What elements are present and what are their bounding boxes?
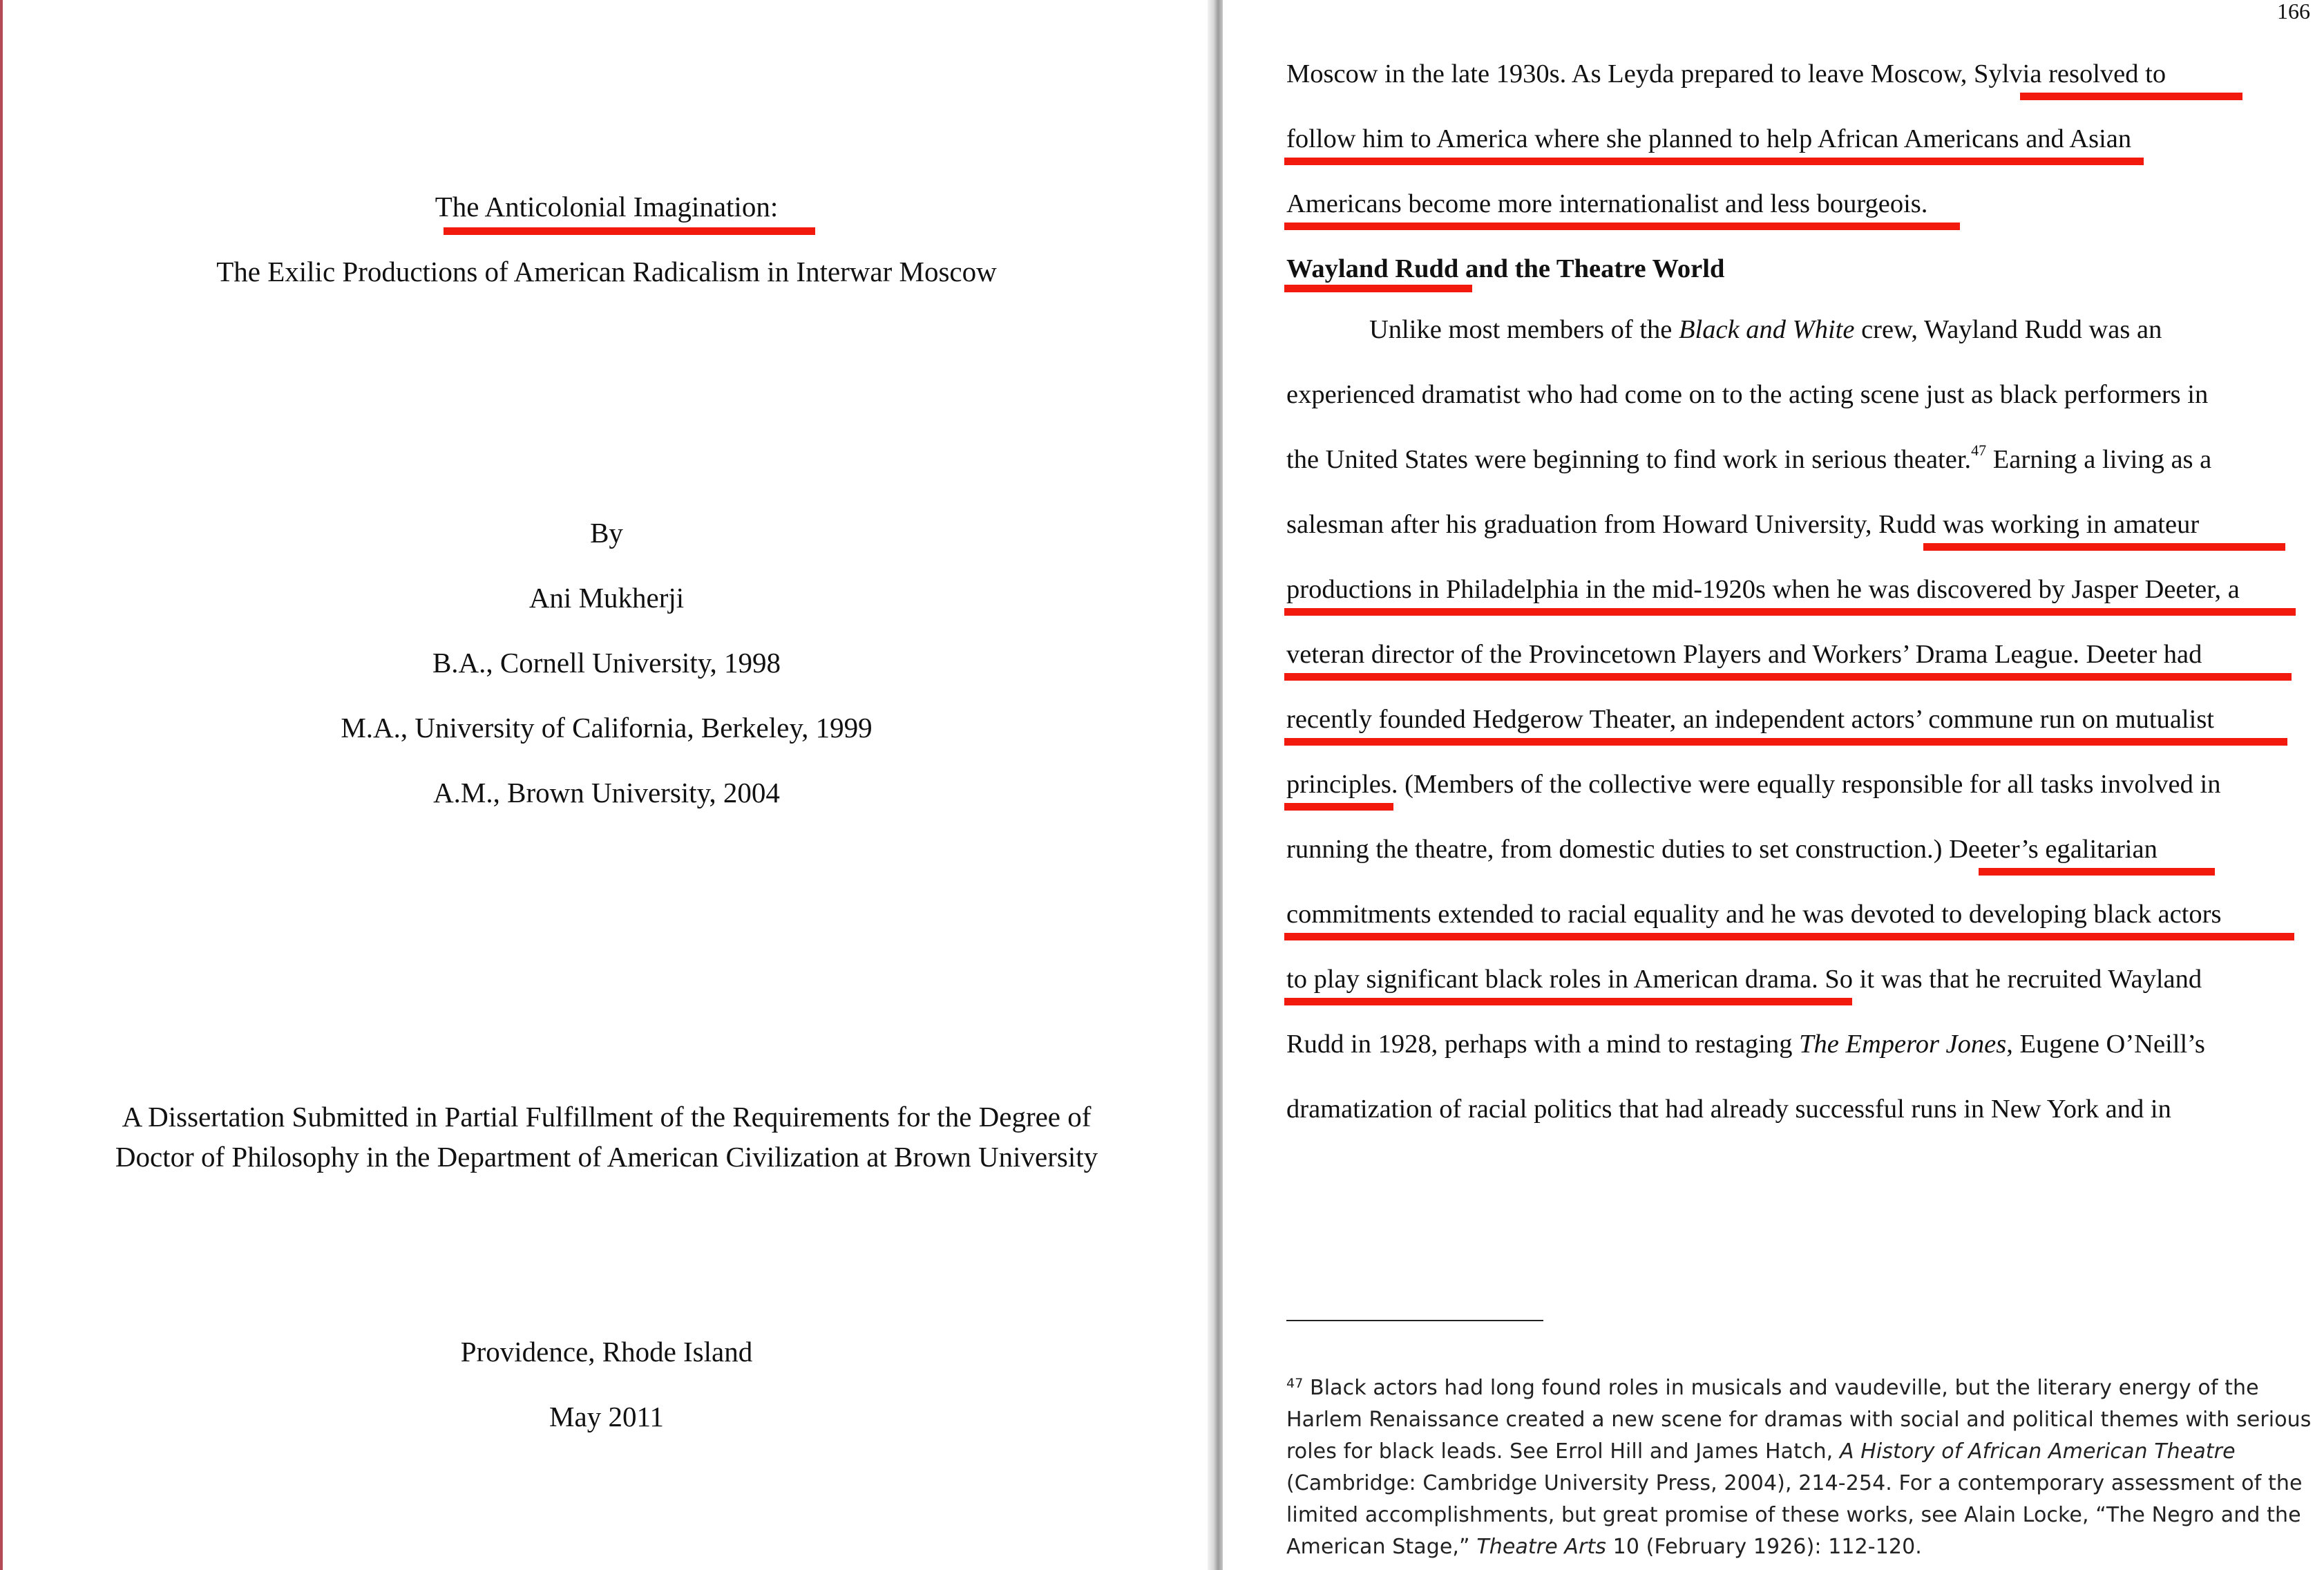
footnote-separator [1286, 1320, 1543, 1321]
dissertation-subtitle: The Exilic Productions of American Radicalism in Interwar Moscow [216, 256, 997, 287]
text-line: dramatization of racial politics that had already successful runs in New York and in [1286, 1095, 2171, 1124]
footnote-line: $^{47}$ Black actors had long found roles in musicals and vaudeville, but the literary energy of the [1286, 1376, 2259, 1400]
text-line: Unlike most members of the Black and White crew, Wayland Rudd was an [1369, 315, 2162, 344]
degree-line: M.A., University of California, Berkeley, 1999 [341, 712, 873, 744]
text-line: recently founded Hedgerow Theater, an independent actors’ commune run on mutualist [1286, 705, 2215, 734]
text-line: follow him to America where she planned to help African Americans and Asian [1286, 124, 2132, 153]
place: Providence, Rhode Island [460, 1336, 753, 1368]
page-number: 166 [2277, 0, 2310, 23]
text-line: the United States were beginning to find work in serious theater.$^{47}$ Earning a living as a [1286, 442, 2212, 474]
text-line: Moscow in the late 1930s. As Leyda prepared to leave Moscow, Sylvia resolved to [1286, 59, 2166, 88]
submission-statement: Doctor of Philosophy in the Department of American Civilization at Brown University [115, 1141, 1098, 1173]
footnote-line: roles for black leads. See Errol Hill and James Hatch, A History of African American Theatre [1286, 1439, 2236, 1464]
text-line: commitments extended to racial equality and he was devoted to developing black actors [1286, 900, 2222, 929]
degree-line: B.A., Cornell University, 1998 [432, 647, 781, 679]
highlight-underline [2020, 93, 2242, 100]
text-line: productions in Philadelphia in the mid-1920s when he was discovered by Jasper Deeter, a [1286, 575, 2240, 604]
body-page [1223, 0, 2324, 1570]
text-line: running the theatre, from domestic duties to set construction.) Deeter’s egalitarian [1286, 835, 2158, 864]
highlight-underline [1284, 998, 1852, 1005]
footnote-line: American Stage,” Theatre Arts 10 (February 1926): 112-120. [1286, 1535, 1922, 1559]
submission-statement: A Dissertation Submitted in Partial Fulfillment of the Requirements for the Degree of [122, 1101, 1092, 1133]
highlight-underline [1284, 738, 2287, 746]
footnote-ref[interactable]: 47 [1971, 442, 1987, 459]
footnote-line: (Cambridge: Cambridge University Press, 2004), 214-254. For a contemporary assessment of the [1286, 1471, 2303, 1495]
book-gutter [1208, 0, 1223, 1570]
highlight-underline [1284, 285, 1472, 292]
highlight-underline [1979, 868, 2215, 876]
highlight-underline [1284, 673, 2292, 681]
by-label: By [590, 517, 623, 549]
text-line: Rudd in 1928, perhaps with a mind to restaging The Emperor Jones, Eugene O’Neill’s [1286, 1030, 2205, 1059]
section-heading: Wayland Rudd and the Theatre World [1286, 254, 1725, 283]
highlight-underline [1284, 223, 1960, 230]
degree-line: A.M., Brown University, 2004 [433, 777, 780, 808]
text-line: principles. (Members of the collective were equally responsible for all tasks involved in [1286, 770, 2221, 799]
date: May 2011 [549, 1401, 664, 1432]
author-name: Ani Mukherji [528, 582, 685, 614]
highlight-underline [1284, 803, 1393, 811]
text-line: salesman after his graduation from Howard University, Rudd was working in amateur [1286, 510, 2200, 539]
highlight-underline [444, 227, 815, 235]
highlight-underline [1923, 543, 2285, 551]
footnote-line: limited accomplishments, but great promise of these works, see Alain Locke, “The Negro and the [1286, 1503, 2301, 1527]
highlight-underline [1284, 158, 2144, 165]
highlight-underline [1284, 933, 2294, 940]
footnote-line: Harlem Renaissance created a new scene for dramas with social and political themes with serious [1286, 1408, 2312, 1432]
text-line: veteran director of the Provincetown Players and Workers’ Drama League. Deeter had [1286, 640, 2202, 669]
text-line: Americans become more internationalist and less bourgeois. [1286, 189, 1928, 218]
dissertation-title: The Anticolonial Imagination: [435, 191, 779, 223]
highlight-underline [1284, 608, 2296, 616]
text-line: to play significant black roles in American drama. So it was that he recruited Wayland [1286, 965, 2202, 994]
text-line: experienced dramatist who had come on to the acting scene just as black performers in [1286, 380, 2209, 409]
